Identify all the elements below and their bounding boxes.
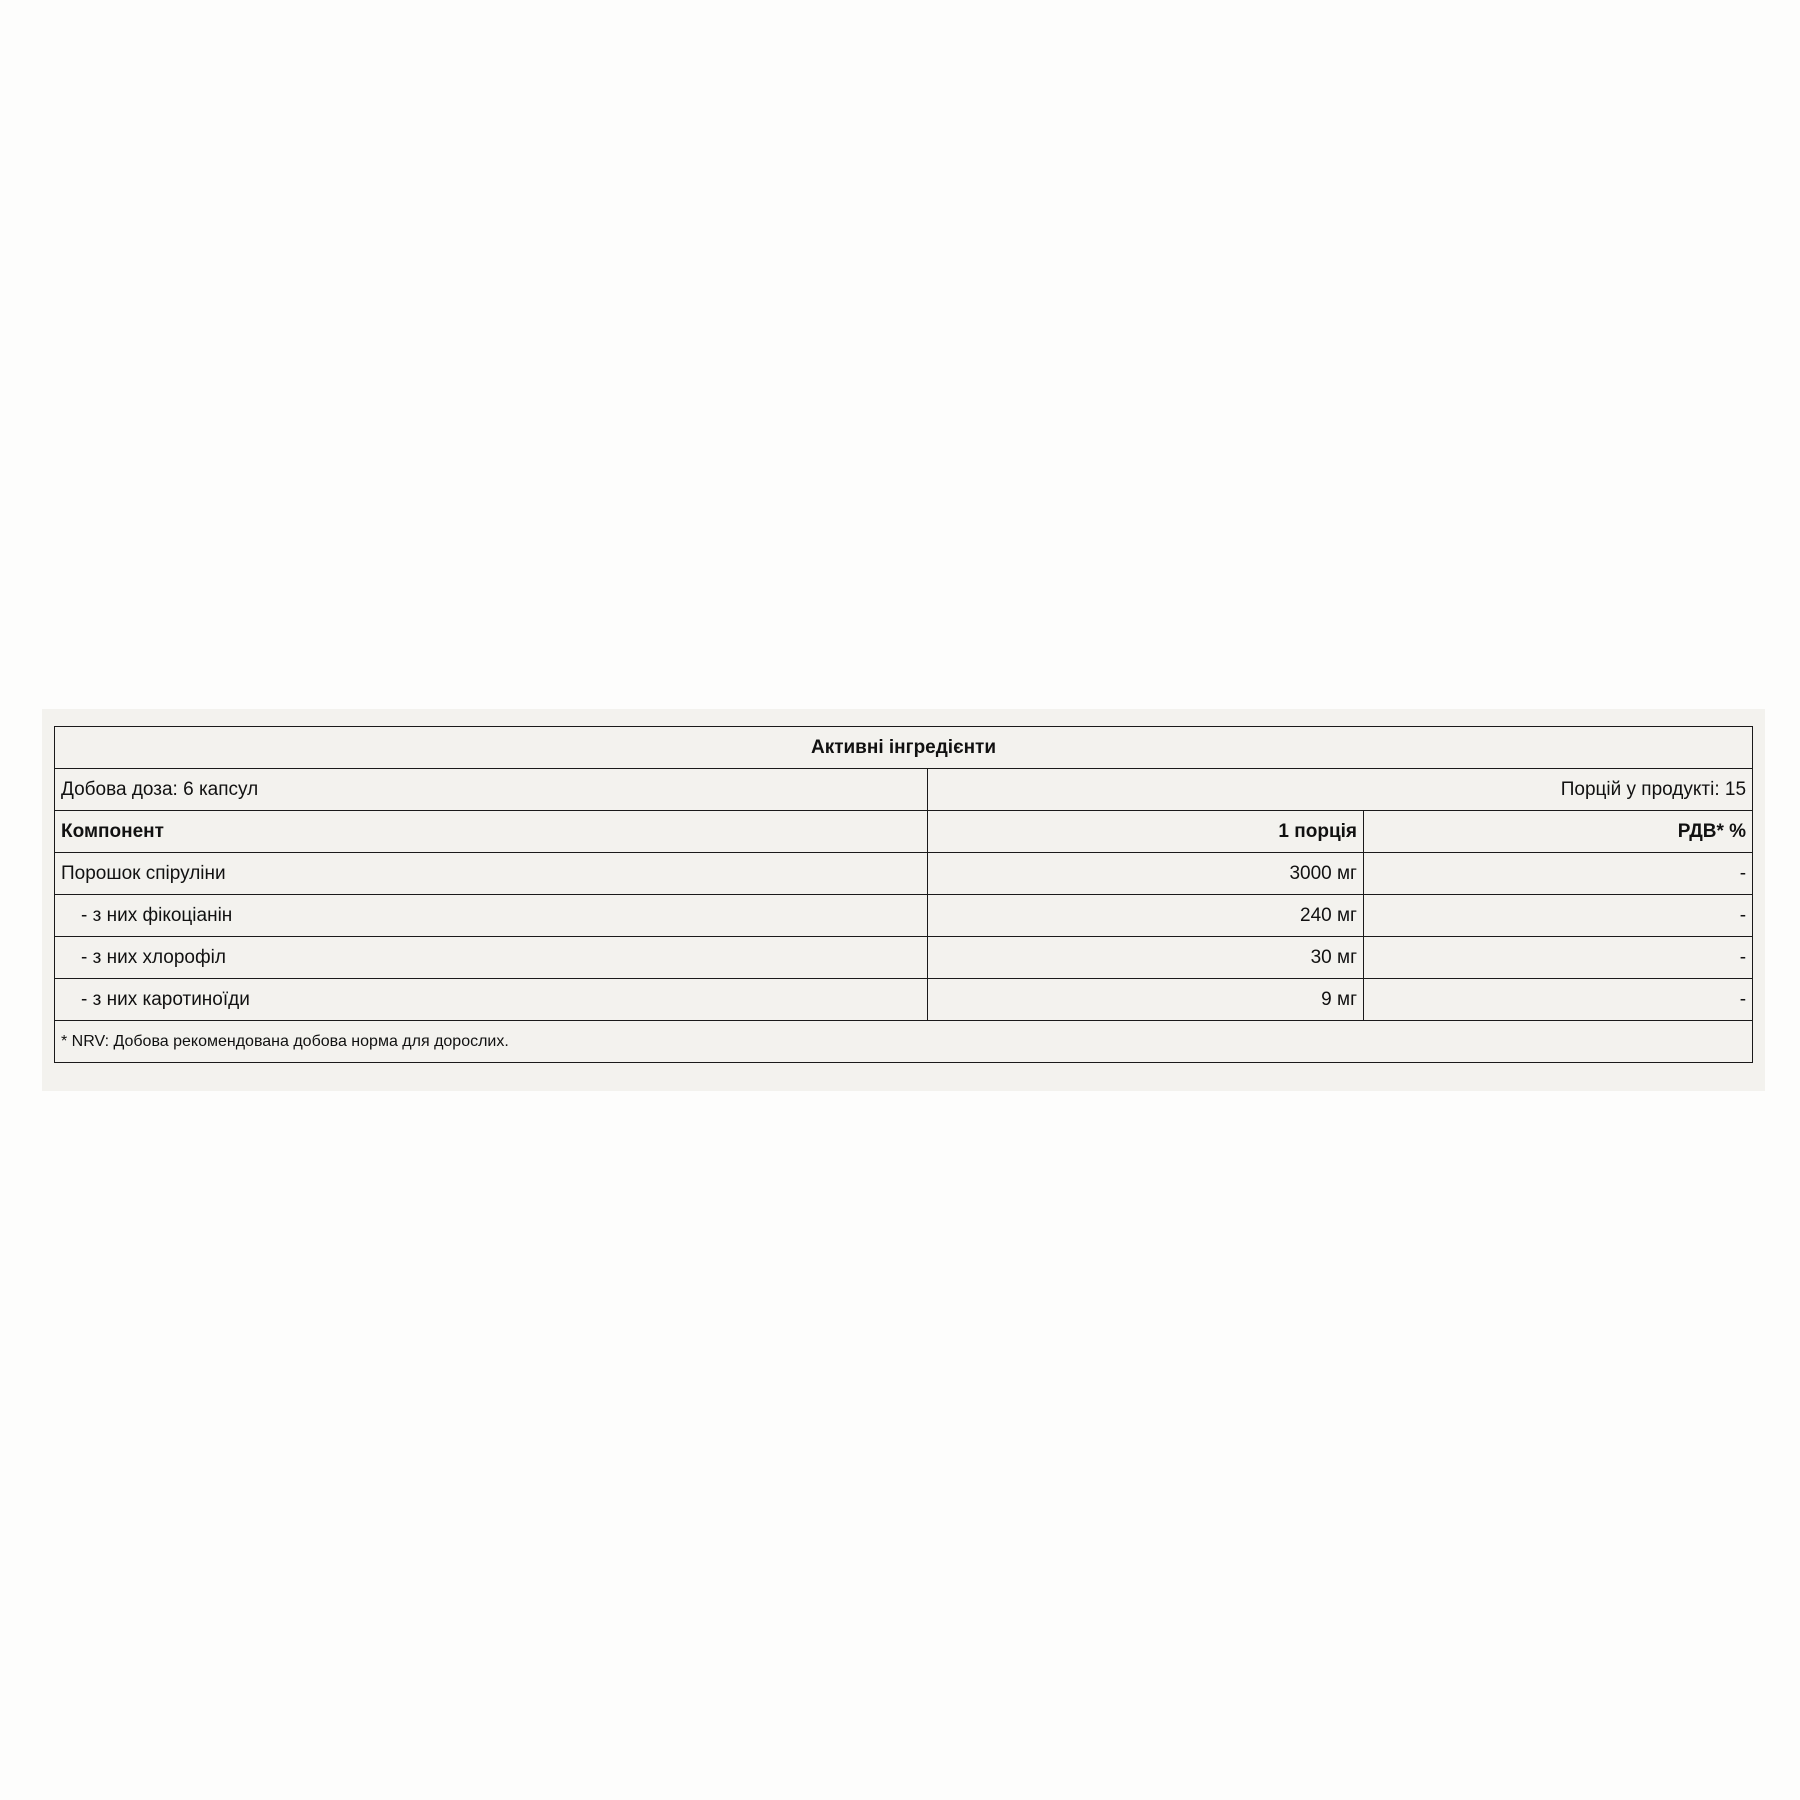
table-row — [55, 853, 1753, 895]
header-nrv: РДВ* % — [1364, 811, 1753, 853]
header-row — [55, 811, 1753, 853]
footnote: * NRV: Добова рекомендована добова норма для дорослих. — [55, 1021, 1753, 1063]
header-component: Компонент — [55, 811, 928, 853]
ingredients-table — [54, 726, 1753, 1063]
table-title: Активні інгредієнти — [55, 727, 1753, 769]
table-row — [55, 937, 1753, 979]
daily-dose: Добова доза: 6 капсул — [55, 769, 928, 811]
ingredient-amount: 240 мг — [928, 895, 1364, 937]
ingredient-amount: 30 мг — [928, 937, 1364, 979]
ingredient-name: - з них каротиноїди — [55, 979, 928, 1021]
footnote-row — [55, 1021, 1753, 1063]
ingredient-nrv: - — [1364, 853, 1753, 895]
ingredient-amount: 9 мг — [928, 979, 1364, 1021]
ingredient-nrv: - — [1364, 979, 1753, 1021]
header-per-serving: 1 порція — [928, 811, 1364, 853]
ingredient-name: - з них хлорофіл — [55, 937, 928, 979]
ingredient-name: Порошок спіруліни — [55, 853, 928, 895]
ingredient-name: - з них фікоціанін — [55, 895, 928, 937]
ingredient-nrv: - — [1364, 895, 1753, 937]
table-row — [55, 895, 1753, 937]
table-row — [55, 979, 1753, 1021]
ingredient-amount: 3000 мг — [928, 853, 1364, 895]
title-row — [55, 727, 1753, 769]
dose-row — [55, 769, 1753, 811]
ingredient-nrv: - — [1364, 937, 1753, 979]
servings-per-product: Порцій у продукті: 15 — [928, 769, 1753, 811]
